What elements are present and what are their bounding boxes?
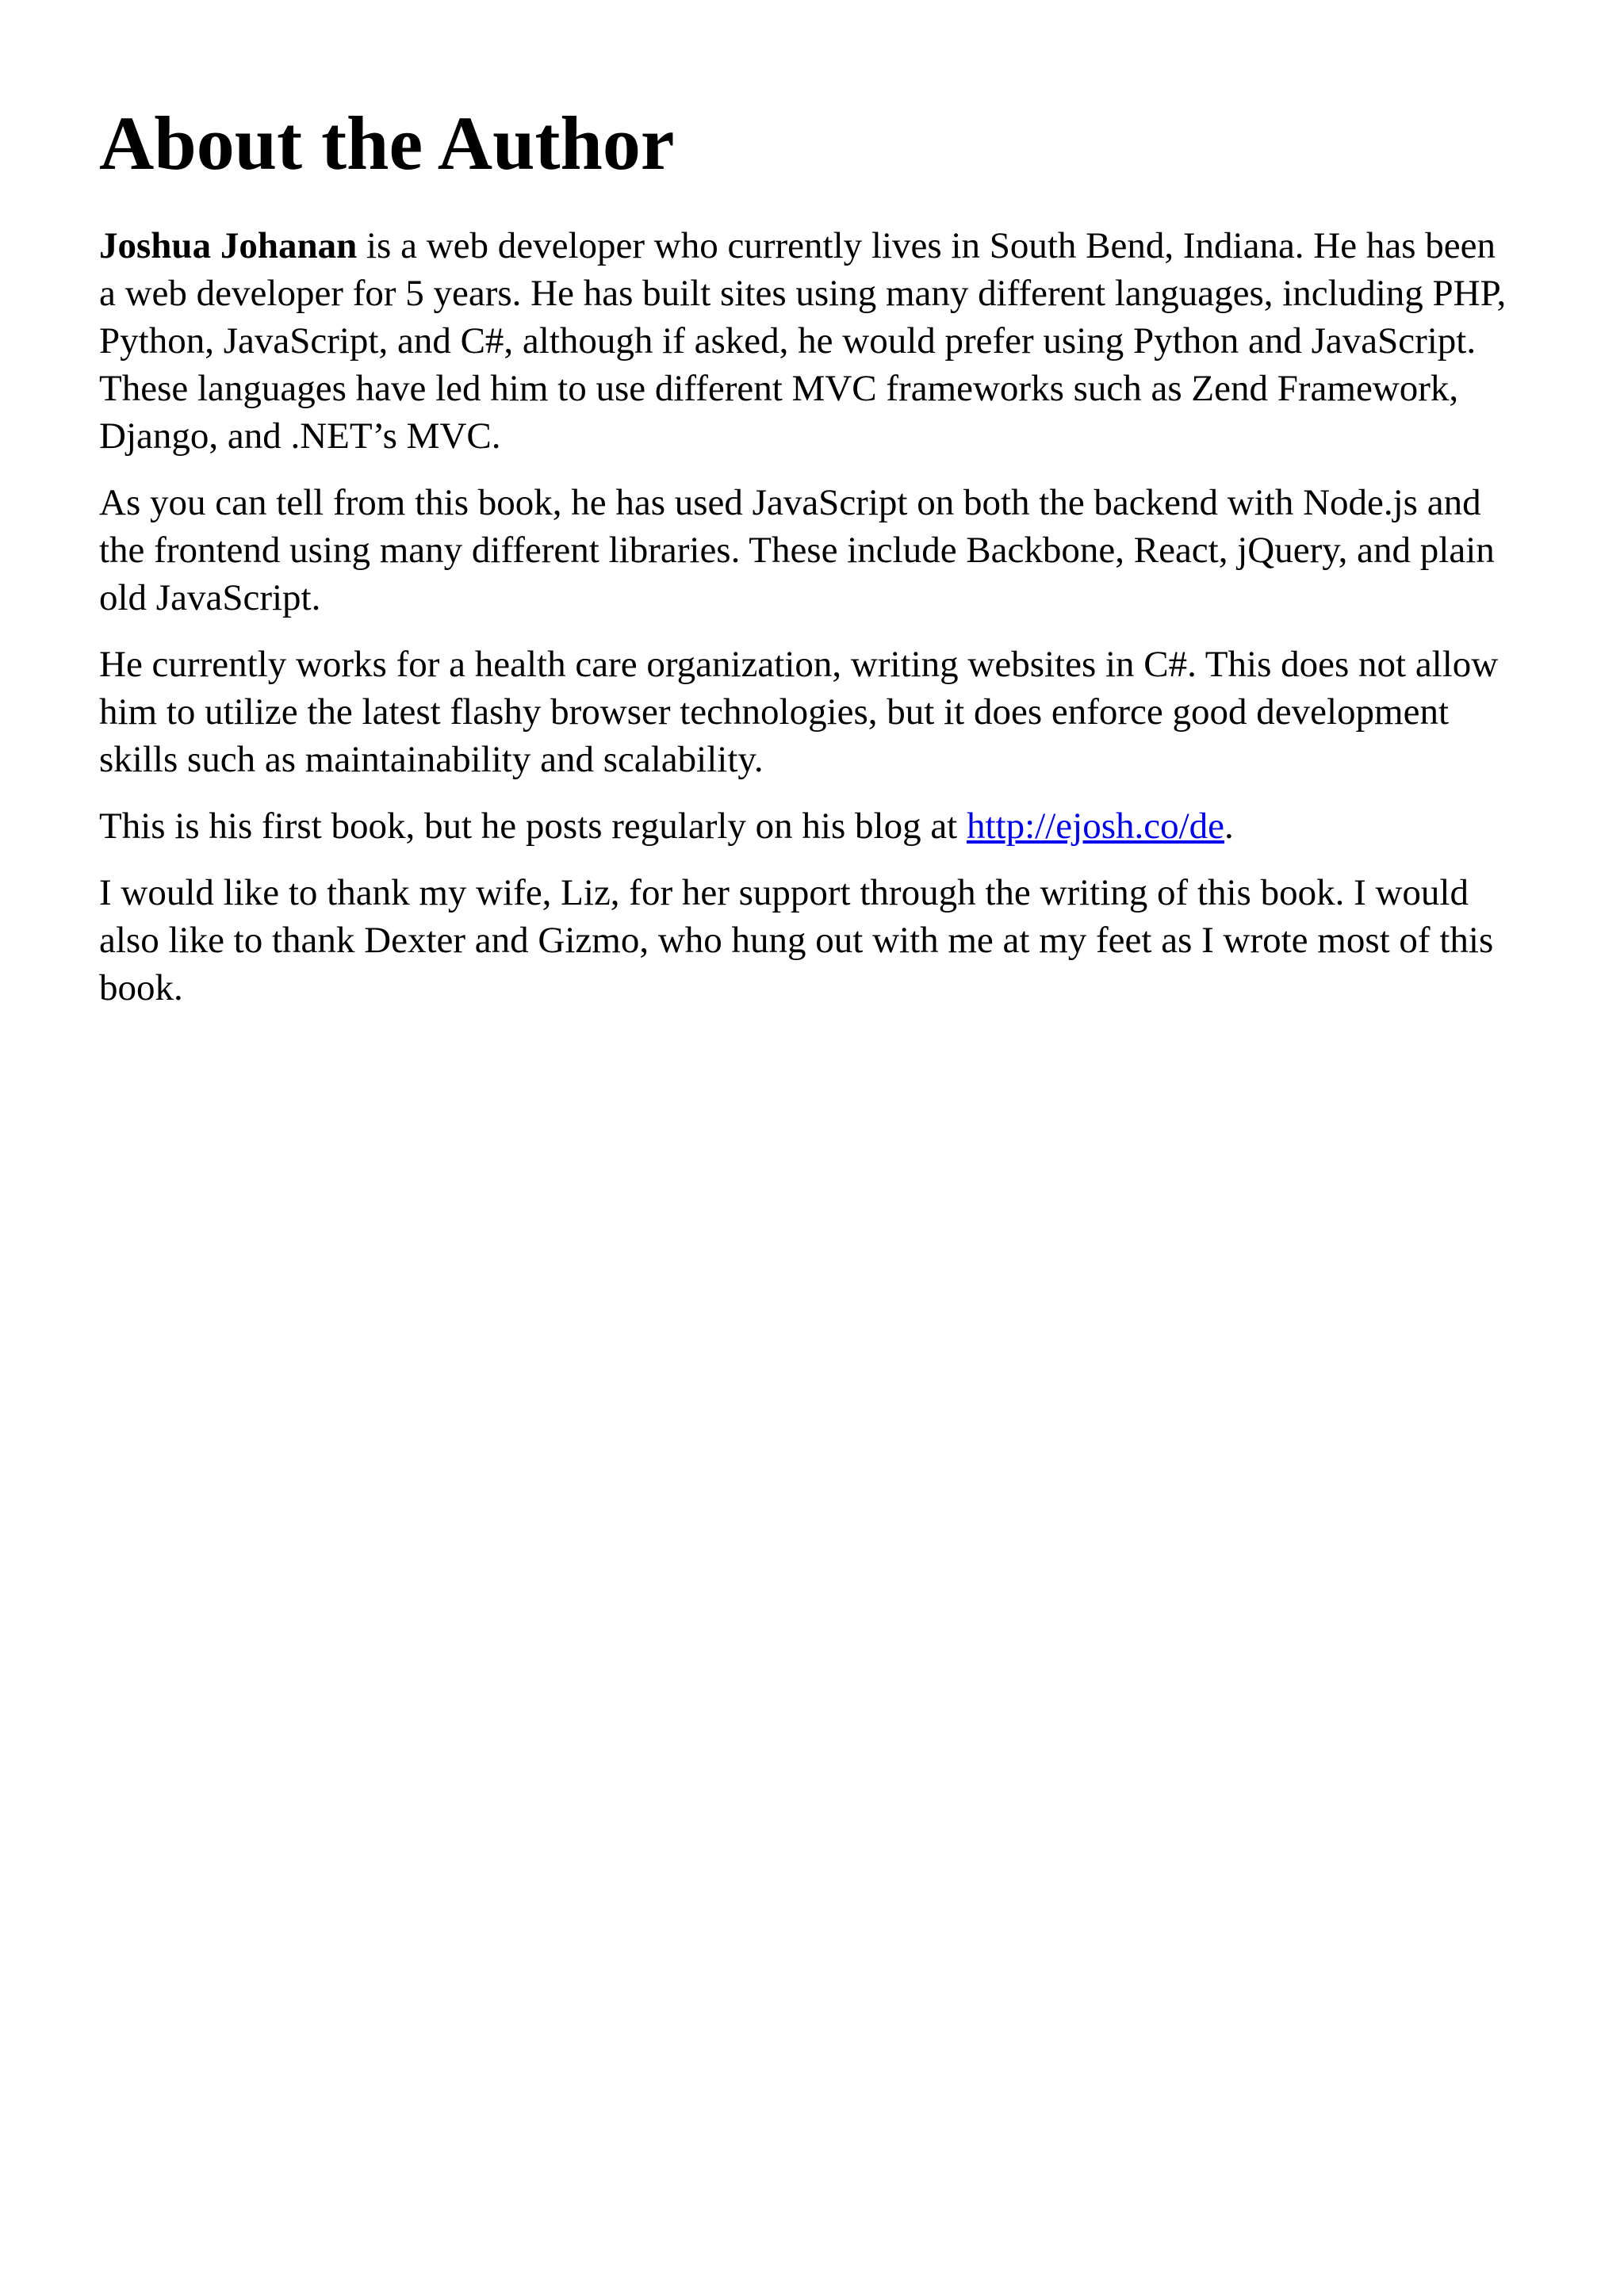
blog-intro-text: This is his first book, but he posts regularly on his blog at <box>99 806 967 847</box>
document-page <box>99 100 1511 1012</box>
bio-paragraph-1 <box>99 222 1511 460</box>
bio-paragraph-1-text: is a web developer who currently lives in South Bend, Indiana. He has been a web developer for 5 years. He has built sites using many different languages, including PHP, Python, JavaScript, and C#, although if asked, he would prefer using Python and JavaScript. These languages have led him to use different MVC frameworks such as Zend Framework, Django, and .NET’s MVC. <box>99 225 1507 457</box>
author-name: Joshua Johanan <box>99 225 358 266</box>
bio-paragraph-3: He currently works for a health care organization, writing websites in C#. This does not allow him to utilize the latest flashy browser technologies, but it does enforce good development skills such as maintainability and scalability. <box>99 644 1499 780</box>
bio-paragraph-4 <box>99 802 1511 850</box>
bio-paragraph-2: As you can tell from this book, he has used JavaScript on both the backend with Node.js and the frontend using many different libraries. These include Backbone, React, jQuery, and plain old JavaScript. <box>99 482 1495 618</box>
page-title: About the Author <box>99 101 675 186</box>
blog-link[interactable]: http://ejosh.co/de <box>967 806 1225 847</box>
blog-trailing-text: . <box>1224 806 1234 847</box>
acknowledgements-paragraph: I would like to thank my wife, Liz, for her support through the writing of this book. I would also like to thank Dexter and Gizmo, who hung out with me at my feet as I wrote most of this book. <box>99 872 1494 1008</box>
